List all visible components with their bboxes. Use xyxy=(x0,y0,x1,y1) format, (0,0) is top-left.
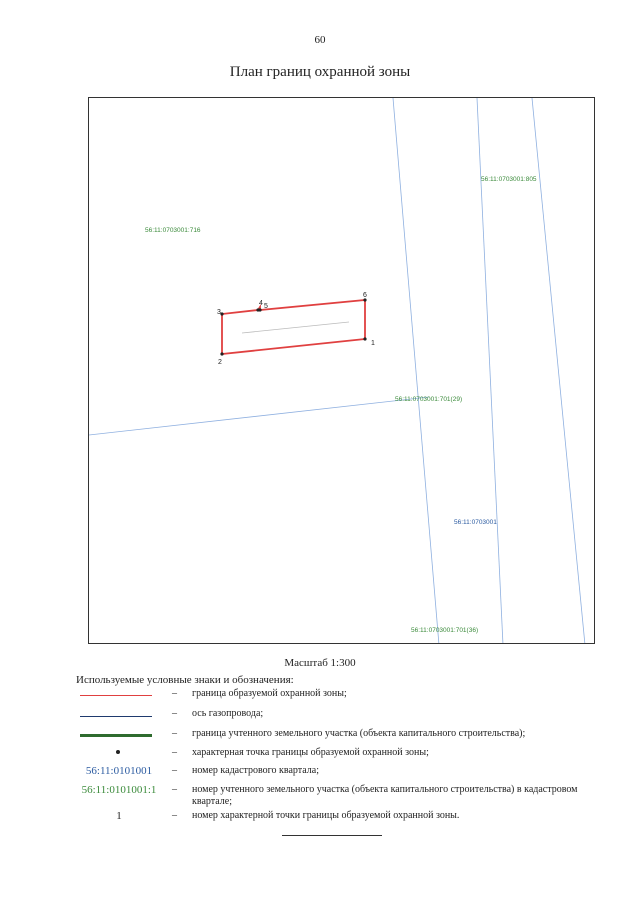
cadastral-quarter-label: 56:11:0703001 xyxy=(454,519,497,526)
point-number: 2 xyxy=(218,359,222,366)
legend-item xyxy=(76,784,616,810)
point-number: 4 xyxy=(259,300,263,307)
legend-item xyxy=(76,765,616,783)
pipeline-axis xyxy=(242,322,349,333)
legend-description: номер кадастрового квартала; xyxy=(192,765,320,776)
legend-item xyxy=(76,708,616,726)
legend-description: ось газопровода; xyxy=(192,708,264,719)
legend-dash: – xyxy=(172,765,177,776)
boundary-point xyxy=(363,337,366,340)
legend-item xyxy=(76,810,616,828)
legend-description: граница учтенного земельного участка (объекта капитального строительства); xyxy=(192,728,526,739)
legend-dash: – xyxy=(172,708,177,719)
legend-description: характерная точка границы образуемой охранной зоны; xyxy=(192,747,429,758)
page-number: 60 xyxy=(314,34,326,46)
cadastral-parcel-label: 56:11:0703001:716 xyxy=(145,227,201,234)
cadastral-parcel-label: 56:11:0703001:701(29) xyxy=(395,396,463,403)
legend-dash: – xyxy=(172,784,177,795)
legend-dash: – xyxy=(172,728,177,739)
document-title: План границ охранной зоны xyxy=(229,64,411,80)
point-number: 3 xyxy=(217,309,221,316)
legend-symbol xyxy=(76,747,156,765)
legend-symbol: 1 xyxy=(116,810,122,822)
legend-symbol xyxy=(76,708,156,726)
legend-symbol xyxy=(76,688,156,706)
boundary-point xyxy=(220,352,223,355)
point-number: 5 xyxy=(264,303,268,310)
boundary-line xyxy=(89,397,429,435)
boundary-line xyxy=(393,98,439,644)
legend-description: граница образуемой охранной зоны; xyxy=(192,688,347,699)
legend-symbol: 56:11:0101001 xyxy=(85,765,153,777)
boundary-point xyxy=(258,308,261,311)
point-number: 6 xyxy=(363,292,367,299)
legend-dash: – xyxy=(172,747,177,758)
cadastral-map xyxy=(89,98,595,644)
point-number: 1 xyxy=(371,340,375,347)
cadastral-parcel-label: 56:11:0703001:701(36) xyxy=(411,627,479,634)
legend-title: Используемые условные знаки и обозначения: xyxy=(76,674,294,686)
legend-description: номер характерной точки границы образуемой охранной зоны. xyxy=(192,810,460,821)
legend-symbol: 56:11:0101001:1 xyxy=(81,784,157,796)
legend-item xyxy=(76,728,616,746)
legend-item xyxy=(76,688,616,706)
boundary-line xyxy=(532,98,585,644)
legend-description: номер учтенного земельного участка (объекта капитального строительства) в кадастровом квартале; xyxy=(192,784,578,807)
protection-zone-boundary xyxy=(222,300,365,354)
legend-dash: – xyxy=(172,810,177,821)
cadastral-parcel-label: 56:11:0703001:805 xyxy=(481,176,537,183)
bottom-rule xyxy=(282,835,382,836)
legend-dash: – xyxy=(172,688,177,699)
map-frame xyxy=(88,97,595,644)
legend-symbol xyxy=(76,728,156,746)
map-scale: Масштаб 1:300 xyxy=(284,657,356,669)
legend-item xyxy=(76,747,616,765)
